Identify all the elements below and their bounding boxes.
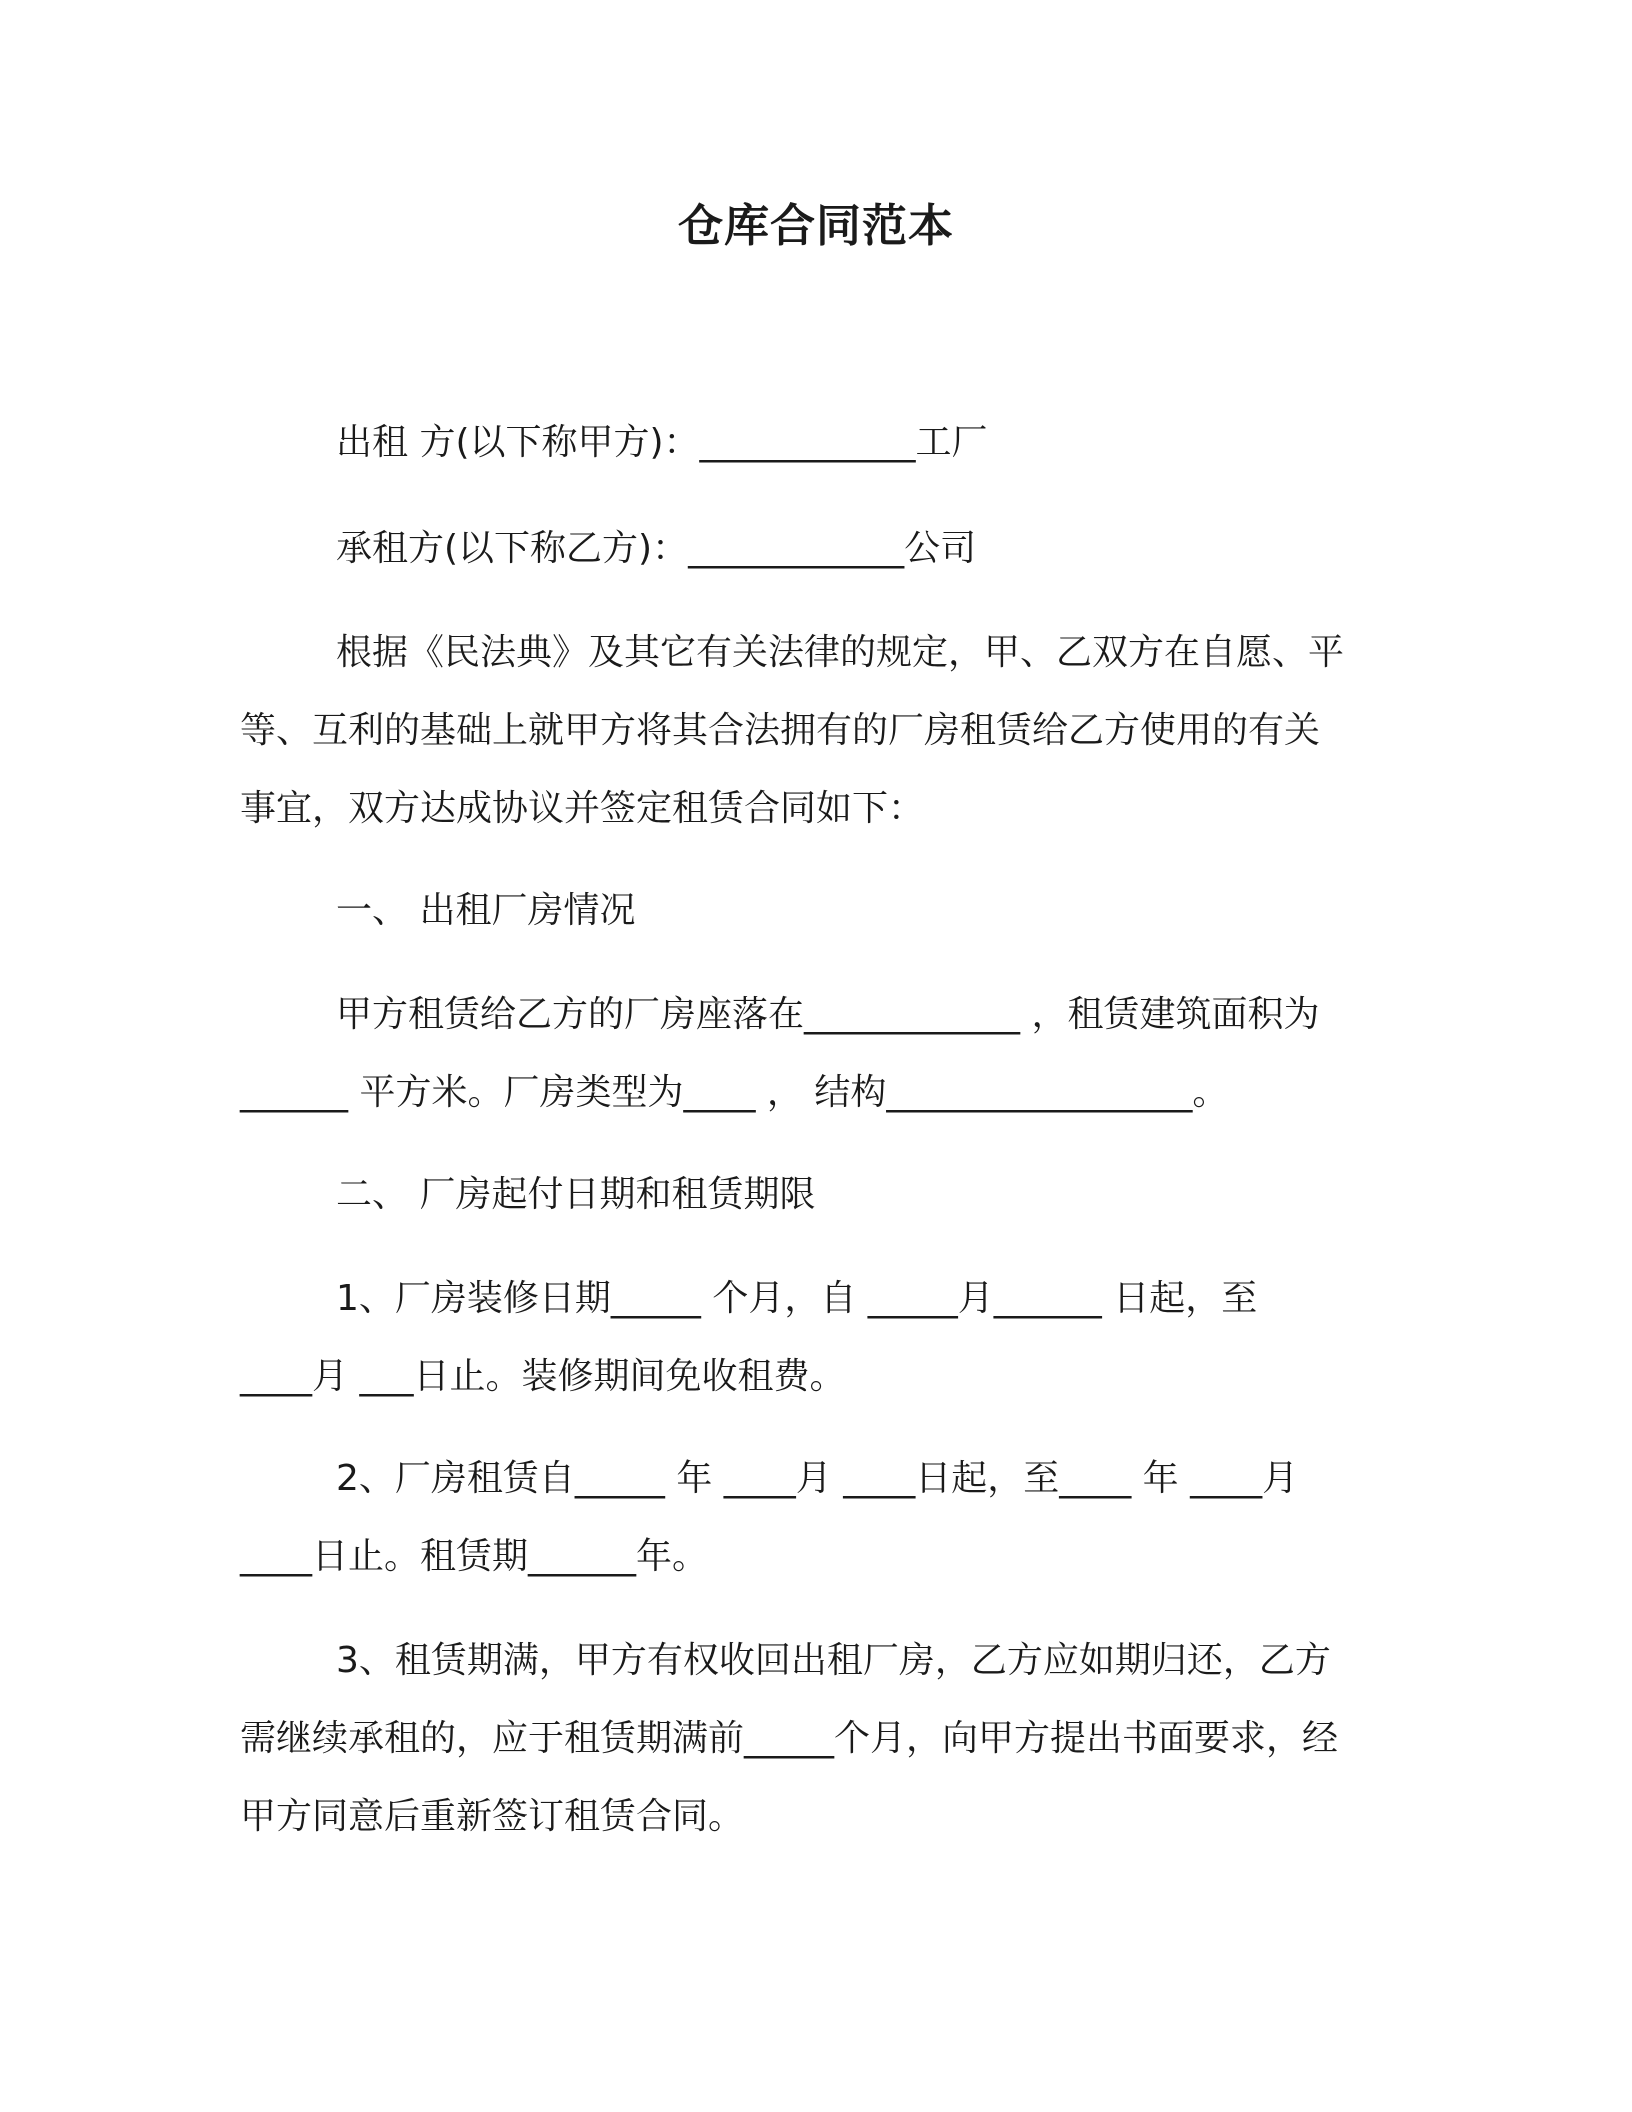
clause3-line: 3、租赁期满，甲方有权收回出租厂房，乙方应如期归还，乙方 <box>336 1640 1331 1681</box>
clause3-paragraph <box>240 1622 1400 1856</box>
section1-line: ______ 平方米。厂房类型为____ ， 结构_________________。 <box>240 1072 1229 1113</box>
intro-line: 根据《民法典》及其它有关法律的规定，甲、乙双方在自愿、平 <box>336 632 1345 673</box>
section2-heading: 二、 厂房起付日期和租赁期限 <box>336 1174 816 1215</box>
section1-paragraph <box>240 976 1400 1132</box>
document-title: 仓库合同范本 <box>677 199 954 252</box>
clause3-line: 甲方同意后重新签订租赁合同。 <box>240 1796 745 1837</box>
clause2-line: 2、厂房租赁自_____ 年 ____月 ____日起，至____ 年 ____月 <box>336 1458 1299 1499</box>
lessee-line: 承租方(以下称乙方)：____________公司 <box>336 528 977 569</box>
intro-line: 事宜，双方达成协议并签定租赁合同如下： <box>240 788 925 829</box>
section2-heading-block <box>240 1156 1400 1234</box>
intro-line: 等、互利的基础上就甲方将其合法拥有的厂房租赁给乙方使用的有关 <box>240 710 1321 751</box>
clause1-line: 1、厂房装修日期_____ 个月，自 _____月______ 日起，至 <box>336 1278 1258 1319</box>
clause1-paragraph <box>240 1260 1400 1416</box>
clause1-line: ____月 ___日止。装修期间免收租费。 <box>240 1356 846 1397</box>
section1-heading-block <box>240 872 1400 950</box>
clause2-paragraph <box>240 1440 1400 1596</box>
lessor-line: 出租 方(以下称甲方)：____________工厂 <box>336 422 988 463</box>
lessor-line-block <box>240 404 1400 482</box>
section1-heading: 一、 出租厂房情况 <box>336 890 636 931</box>
clause2-line: ____日止。租赁期______年。 <box>240 1536 709 1577</box>
intro-paragraph <box>240 614 1400 848</box>
section1-line: 甲方租赁给乙方的厂房座落在____________ ，租赁建筑面积为 <box>336 994 1320 1035</box>
clause3-line: 需继续承租的，应于租赁期满前_____个月，向甲方提出书面要求，经 <box>240 1718 1339 1759</box>
lessee-line-block <box>240 510 1400 588</box>
